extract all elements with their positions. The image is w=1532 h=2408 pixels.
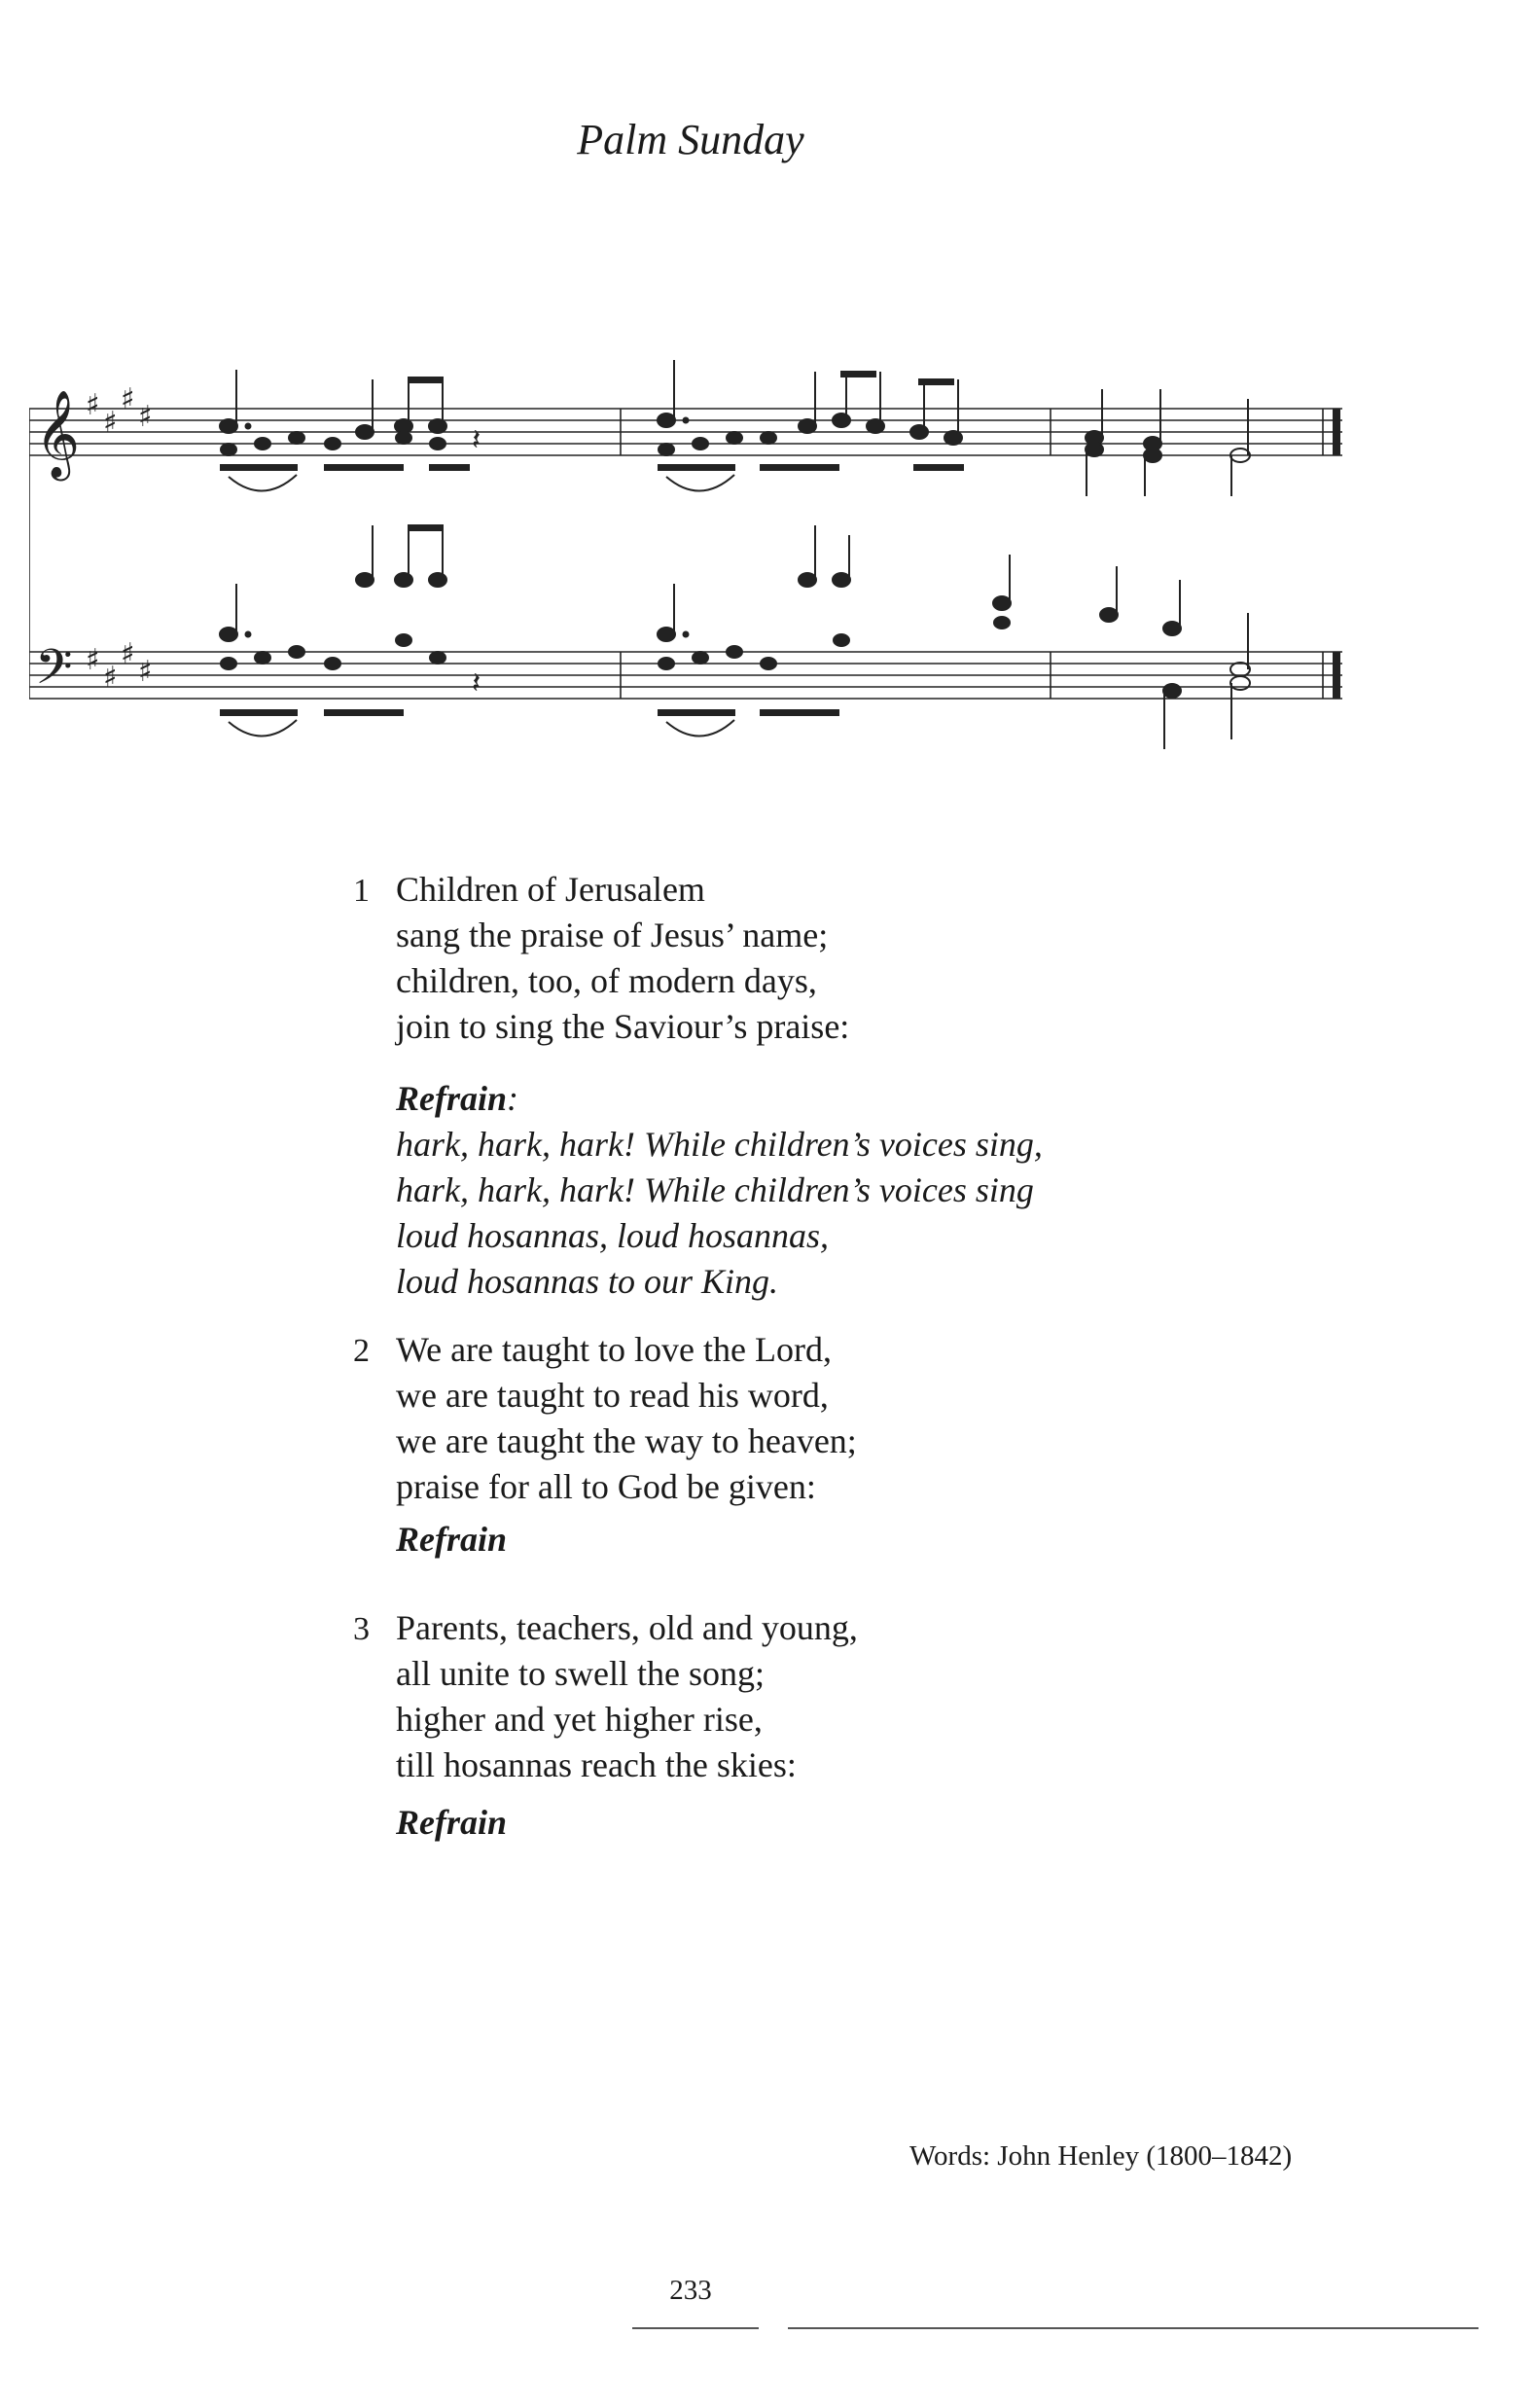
verse-line: we are taught to read his word, (396, 1376, 829, 1415)
page-number: 233 (669, 2275, 712, 2306)
verse-line: join to sing the Saviour’s praise: (396, 1007, 850, 1046)
svg-text:♯: ♯ (121, 637, 135, 671)
svg-text:♯: ♯ (121, 382, 135, 416)
svg-text:♯: ♯ (138, 400, 153, 434)
svg-text:♯: ♯ (86, 643, 100, 677)
key-signature (86, 382, 153, 695)
svg-text:♯: ♯ (138, 655, 153, 689)
words-credit: Words: John Henley (1800–1842) (909, 2140, 1293, 2172)
verse-line: Children of Jerusalem (396, 870, 705, 909)
refrain-line: loud hosannas, loud hosannas, (396, 1216, 830, 1255)
refrain-line: hark, hark, hark! While children’s voices sing (396, 1170, 1034, 1209)
page-title: Palm Sunday (577, 116, 804, 163)
verse-line: till hosannas reach the skies: (396, 1745, 797, 1784)
refrain-line: loud hosannas to our King. (396, 1262, 779, 1301)
verse-number: 2 (353, 1333, 370, 1369)
footer-rule (632, 2327, 759, 2329)
verse-number: 1 (353, 873, 370, 909)
verse-number: 3 (353, 1611, 370, 1647)
bass-clef-icon: 𝄢 (35, 639, 73, 707)
verse-line: we are taught the way to heaven; (396, 1421, 857, 1460)
verse-line: We are taught to love the Lord, (396, 1330, 832, 1369)
refrain-line: hark, hark, hark! While children’s voices sing, (396, 1125, 1043, 1164)
svg-text:♯: ♯ (86, 388, 100, 422)
verse-line: Parents, teachers, old and young, (396, 1608, 858, 1647)
verse-line: praise for all to God be given: (396, 1467, 816, 1506)
footer-rule (788, 2327, 1479, 2329)
svg-text:𝄽: 𝄽 (472, 666, 481, 701)
refrain-label: Refrain: (396, 1079, 519, 1118)
verse-line: all unite to swell the song; (396, 1654, 765, 1693)
treble-clef-icon: 𝄞 (35, 390, 81, 478)
svg-text:𝄽: 𝄽 (472, 423, 481, 457)
verse-line: sang the praise of Jesus’ name; (396, 916, 829, 954)
music-score (29, 350, 1352, 759)
svg-text:♯: ♯ (103, 661, 118, 695)
refrain-label: Refrain (396, 1520, 508, 1559)
refrain-label: Refrain (396, 1803, 508, 1842)
svg-text:♯: ♯ (103, 406, 118, 440)
verse-line: higher and yet higher rise, (396, 1700, 763, 1739)
verse-line: children, too, of modern days, (396, 961, 817, 1000)
